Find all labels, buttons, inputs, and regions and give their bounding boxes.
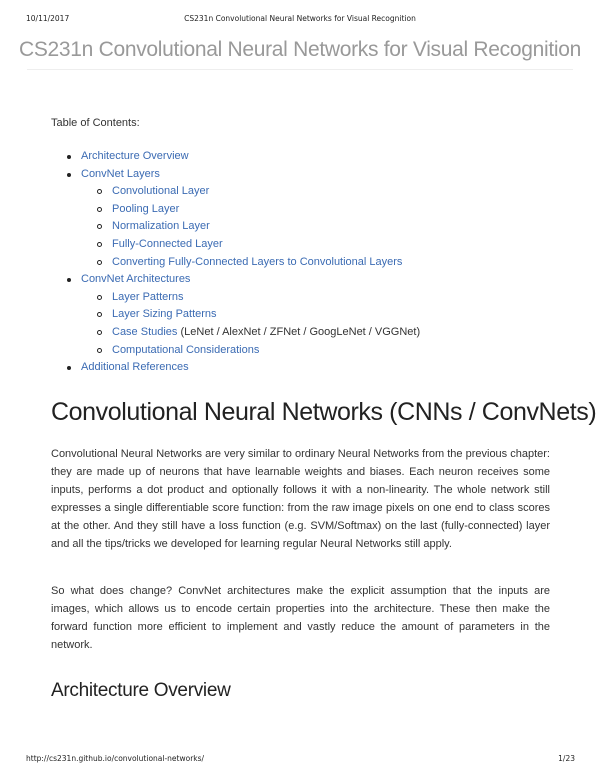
site-title[interactable]: CS231n Convolutional Neural Networks for Visual Recognition xyxy=(18,38,582,61)
header-divider xyxy=(27,69,573,70)
toc-label: Table of Contents: xyxy=(51,117,140,129)
toc-link-computational-considerations[interactable]: Computational Considerations xyxy=(112,343,260,356)
print-date: 10/11/2017 xyxy=(26,14,70,23)
toc-link-convolutional-layer[interactable]: Convolutional Layer xyxy=(112,185,210,198)
toc-subitem xyxy=(51,324,420,342)
article-heading: Convolutional Neural Networks (CNNs / ConvNets) xyxy=(51,398,597,426)
section-heading-architecture-overview: Architecture Overview xyxy=(51,680,231,701)
toc-subitem xyxy=(51,183,420,201)
toc-link-fully-connected-layer[interactable]: Fully-Connected Layer xyxy=(112,237,223,250)
toc-link-pooling-layer[interactable]: Pooling Layer xyxy=(112,202,180,215)
print-url: http://cs231n.github.io/convolutional-networks/ xyxy=(26,754,205,763)
toc-subitem xyxy=(51,236,420,254)
toc-subitem xyxy=(51,254,420,272)
case-studies-networks: (LeNet / AlexNet / ZFNet / GoogLeNet / VGGNet) xyxy=(177,325,421,338)
toc-item xyxy=(51,148,420,166)
toc-subitem xyxy=(51,342,420,360)
toc-link-layer-patterns[interactable]: Layer Patterns xyxy=(112,290,184,303)
table-of-contents xyxy=(51,148,420,377)
toc-subitem xyxy=(51,289,420,307)
print-page-title: CS231n Convolutional Neural Networks for Visual Recognition xyxy=(184,14,416,23)
toc-subitem xyxy=(51,306,420,324)
toc-link-architecture-overview[interactable]: Architecture Overview xyxy=(81,150,189,162)
toc-item xyxy=(51,359,420,377)
toc-link-converting-fc-to-conv[interactable]: Converting Fully-Connected Layers to Convolutional Layers xyxy=(112,255,403,268)
change-paragraph: So what does change? ConvNet architectures make the explicit assumption that the inputs are images, which allows us to encode certain properties into the architecture. These then make the forward function more efficient to implement and vastly reduce the amount of parameters in the network. xyxy=(51,585,550,651)
toc-link-case-studies[interactable]: Case Studies xyxy=(112,325,178,338)
toc-link-convnet-architectures[interactable]: ConvNet Architectures xyxy=(81,273,191,286)
page-number: 1/23 xyxy=(558,754,575,763)
toc-link-additional-references[interactable]: Additional References xyxy=(81,361,189,374)
intro-paragraph: Convolutional Neural Networks are very similar to ordinary Neural Networks from the previous chapter: they are made up of neurons that have learnable weights and biases. Each neuron receives some inputs, performs a dot product and optionally follows it with a non-linearity. The whole network still expresses a single differentiable score function: from the raw image pixels on one end to class scores at the other. And they still have a loss function (e.g. SVM/Softmax) on the last (fully-connected) layer and all the tips/tricks we developed for learning regular Neural Networks still apply. xyxy=(51,448,550,550)
toc-item xyxy=(51,166,420,184)
toc-link-normalization-layer[interactable]: Normalization Layer xyxy=(112,220,210,233)
toc-subitem xyxy=(51,201,420,219)
toc-item xyxy=(51,271,420,289)
toc-subitem xyxy=(51,218,420,236)
toc-link-layer-sizing-patterns[interactable]: Layer Sizing Patterns xyxy=(112,308,217,321)
toc-link-convnet-layers[interactable]: ConvNet Layers xyxy=(81,167,160,180)
